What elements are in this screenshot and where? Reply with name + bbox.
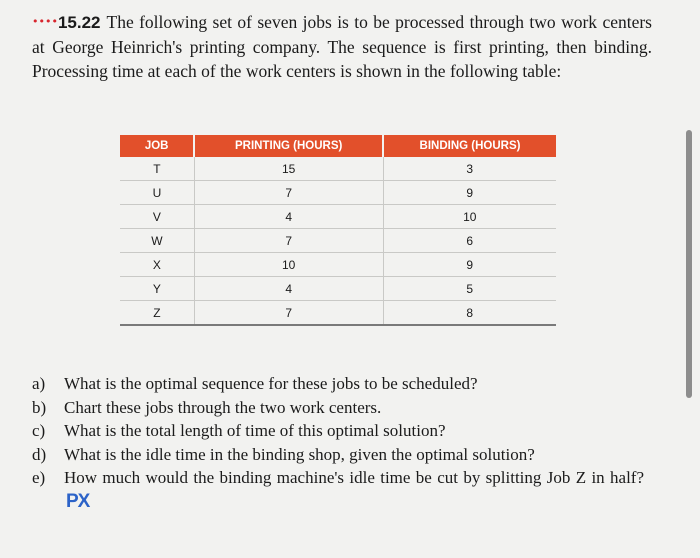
printing-cell: 7	[194, 181, 383, 205]
table-row	[120, 253, 556, 277]
printing-cell: 15	[194, 157, 383, 181]
job-cell: Z	[120, 301, 194, 326]
question-text: What is the optimal sequence for these jobs to be scheduled?	[64, 374, 478, 393]
table-row	[120, 229, 556, 253]
table-row	[120, 157, 556, 181]
table-row	[120, 181, 556, 205]
header-binding: BINDING (HOURS)	[383, 135, 556, 157]
printing-cell: 4	[194, 205, 383, 229]
binding-cell: 10	[383, 205, 556, 229]
job-cell: T	[120, 157, 194, 181]
problem-text: The following set of seven jobs is to be processed through two work centers at George Heinrich's printing company. The sequence is first printing, then binding. Processing time at each of the work centers is shown in the following table:	[32, 12, 652, 81]
question-text: Chart these jobs through the two work centers.	[64, 397, 382, 417]
question-text	[64, 466, 644, 513]
job-cell: Y	[120, 277, 194, 301]
binding-cell: 8	[383, 301, 556, 326]
job-cell: X	[120, 253, 194, 277]
header-printing: PRINTING (HOURS)	[194, 135, 383, 157]
table-header-row	[120, 135, 556, 157]
question-text-content: How much would the binding machine's idle time be cut by splitting Job Z in half?	[64, 468, 644, 487]
printing-cell: 10	[194, 253, 383, 277]
table-row	[120, 277, 556, 301]
job-cell: W	[120, 229, 194, 253]
question-item	[32, 396, 644, 420]
binding-cell: 3	[383, 157, 556, 181]
question-letter: c)	[32, 421, 46, 440]
question-text: What is the total length of time of this optimal solution?	[64, 421, 446, 440]
difficulty-dots: ••••	[32, 15, 58, 28]
question-item	[32, 419, 644, 443]
job-cell: V	[120, 205, 194, 229]
printing-cell: 7	[194, 229, 383, 253]
table-row	[120, 205, 556, 229]
job-cell: U	[120, 181, 194, 205]
binding-cell: 6	[383, 229, 556, 253]
question-item	[32, 466, 644, 513]
problem-number: 15.22	[57, 13, 101, 32]
printing-cell: 7	[194, 301, 383, 326]
question-item	[32, 443, 644, 467]
px-logo-icon[interactable]: PX	[66, 490, 90, 512]
table-row	[120, 301, 556, 326]
problem-statement	[32, 10, 652, 83]
binding-cell: 9	[383, 181, 556, 205]
binding-cell: 9	[383, 253, 556, 277]
question-list	[32, 372, 644, 513]
question-letter: e)	[32, 468, 46, 487]
question-item	[32, 372, 644, 396]
question-text: What is the idle time in the binding shop, given the optimal solution?	[64, 444, 535, 464]
jobs-table	[120, 135, 556, 326]
printing-cell: 4	[194, 277, 383, 301]
question-letter: b)	[32, 397, 47, 417]
binding-cell: 5	[383, 277, 556, 301]
scrollbar[interactable]	[686, 130, 692, 398]
question-letter: d)	[32, 444, 47, 464]
header-job: JOB	[120, 135, 194, 157]
question-letter: a)	[32, 374, 46, 393]
